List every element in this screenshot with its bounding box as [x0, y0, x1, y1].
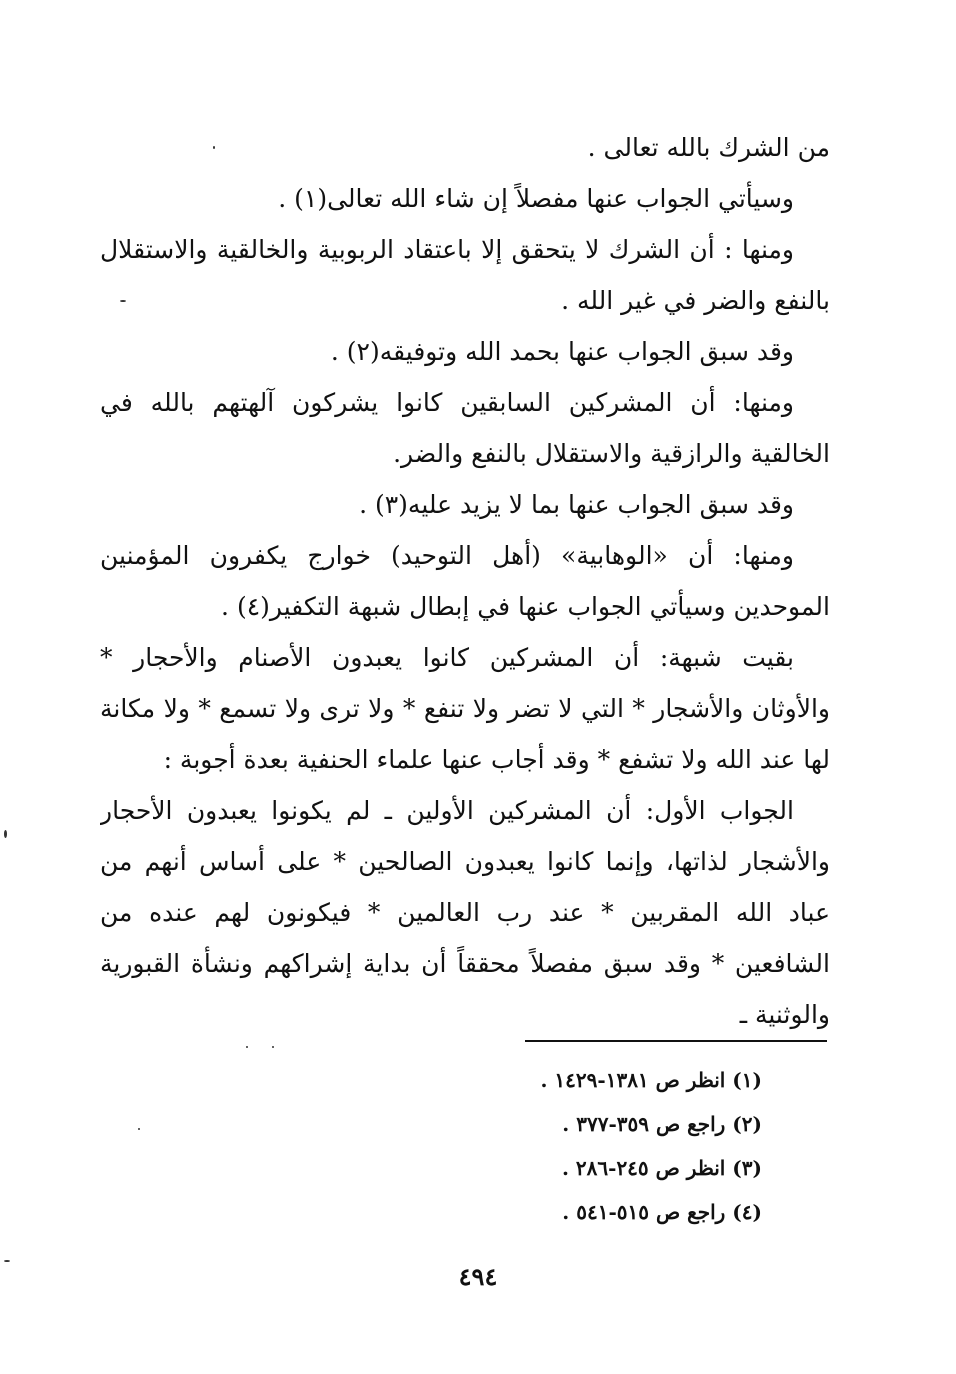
body-line: ومنها : أن الشرك لا يتحقق إلا باعتقاد الربوبية والخالقية والاستقلال [100, 235, 794, 264]
scan-speck [4, 1260, 10, 1262]
footnote: (٤) راجع ص ٥١٥-٥٤١ . [562, 1200, 762, 1224]
body-text [100, 122, 830, 1040]
body-line: من الشرك بالله تعالى . [587, 133, 830, 162]
body-line: بالنفع والضر في غير الله . [561, 286, 830, 315]
body-line: وسيأتي الجواب عنها مفصلاً إن شاء الله تعالى(١) . [278, 184, 794, 213]
scan-speck [138, 1128, 140, 1130]
scan-speck [246, 1046, 248, 1048]
scan-speck [4, 830, 7, 838]
body-line: الموحدين وسيأتي الجواب عنها في إبطال شبهة التكفير(٤) . [221, 592, 830, 621]
scan-speck [272, 1046, 274, 1048]
body-line: وقد سبق الجواب عنها بما لا يزيد عليه(٣) . [359, 490, 794, 519]
body-line: بقيت شبهة: أن المشركين كانوا يعبدون الأصنام والأحجار * [100, 643, 794, 672]
body-line: الخالقية والرازقية والاستقلال بالنفع والضر. [393, 439, 830, 468]
body-line: الجواب الأول: أن المشركين الأولين ـ لم يكونوا يعبدون الأحجار [100, 796, 794, 825]
body-line: وقد سبق الجواب عنها بحمد الله وتوفيقه(٢) . [330, 337, 794, 366]
page-number: ٤٩٤ [458, 1262, 498, 1291]
body-line: ومنها: أن المشركين السابقين كانوا يشركون آلهتهم بالله في [100, 388, 794, 417]
footnote: (١) انظر ص ١٣٨١-١٤٢٩ . [540, 1068, 762, 1092]
body-line: والأوثان والأشجار * التي لا تضر ولا تنفع * ولا ترى ولا تسمع * ولا مكانة [100, 694, 830, 723]
body-line: ومنها: أن «الوهابية» (أهل التوحيد) خوارج يكفرون المؤمنين [100, 541, 794, 570]
body-line: والأشجار لذاتها، وإنما كانوا يعبدون الصالحين * على أساس أنهم من [100, 847, 830, 876]
body-line: عباد الله المقربين * عند رب العالمين * فيكونون لهم عنده من [100, 898, 830, 927]
footnotes [400, 1058, 762, 1234]
footnote: (٣) انظر ص ٢٤٥-٢٨٦ . [561, 1156, 762, 1180]
body-line: لها عند الله ولا تشفع * وقد أجاب عنها علماء الحنفية بعدة أجوبة : [163, 745, 830, 774]
scan-speck [213, 146, 215, 149]
scan-speck [120, 300, 126, 302]
body-line: الشافعين * وقد سبق مفصلاً محققاً أن بداية إشراكهم ونشأة القبورية [100, 949, 830, 978]
footnote-separator [525, 1040, 827, 1042]
footnote: (٢) راجع ص ٣٥٩-٣٧٧ . [562, 1112, 762, 1136]
body-line: والوثنية ـ [739, 1000, 830, 1029]
